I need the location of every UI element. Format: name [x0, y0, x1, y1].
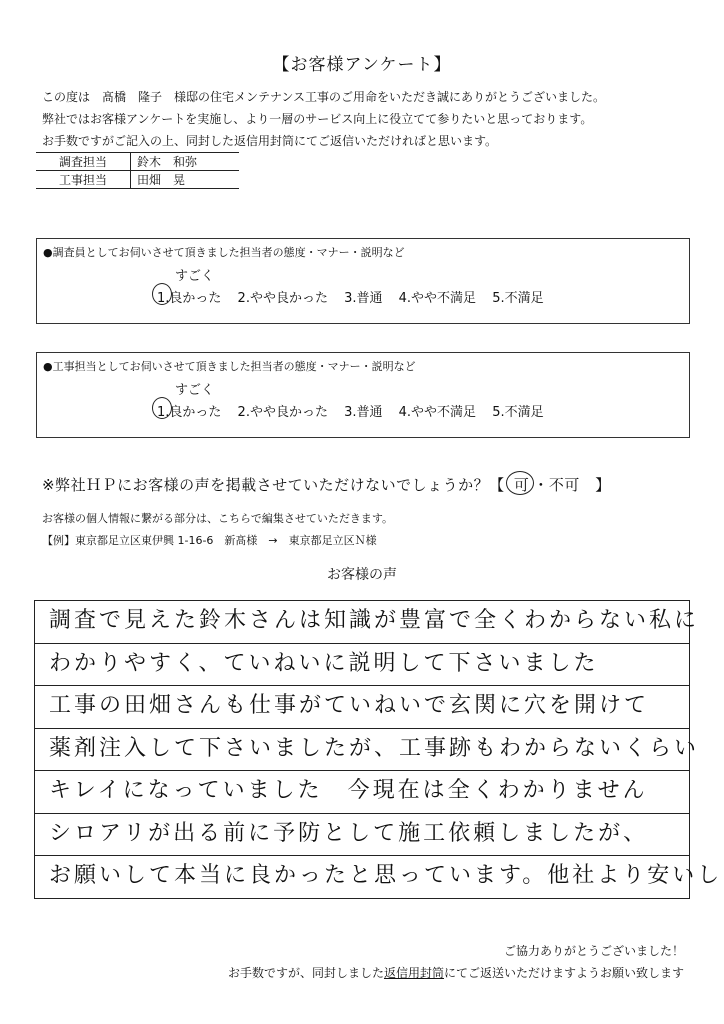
customer-voice-box — [34, 600, 723, 899]
staff-row — [36, 171, 239, 189]
staff-role: 工事担当 — [36, 171, 131, 189]
option-4[interactable]: 4.やや不満足 — [398, 291, 477, 306]
option-2[interactable]: 2.やや良かった — [237, 405, 328, 420]
option-5[interactable]: 5.不満足 — [492, 405, 544, 420]
closing-message — [228, 964, 684, 981]
voice-title: お客様の声 — [327, 567, 397, 583]
hp-close-bracket: 】 — [595, 476, 611, 494]
closing-text-after: にてご返送いただけますようお願い致します — [443, 966, 684, 980]
handwritten-note: すごく — [175, 383, 215, 398]
staff-role: 調査担当 — [36, 153, 131, 171]
voice-line: シロアリが出る前に予防として施工依頼しましたが、 — [35, 814, 689, 857]
staff-name: 鈴木 和弥 — [131, 153, 240, 171]
rating-options — [157, 287, 556, 306]
closing-text-envelope: 返信用封筒 — [383, 966, 444, 980]
handwritten-note: すごく — [175, 269, 215, 284]
option-2[interactable]: 2.やや良かった — [237, 291, 328, 306]
intro-line-1: この度は 髙橋 隆子 様邸の住宅メンテナンス工事のご用命をいただき誠にありがとうございました。 — [42, 90, 606, 104]
question-text: ●工事担当としてお伺いさせて頂きました担当者の態度・マナー・説明など — [43, 360, 416, 373]
option-1[interactable]: 1.良かった — [157, 405, 222, 420]
option-3[interactable]: 3.普通 — [344, 291, 383, 306]
privacy-note: お客様の個人情報に繋がる部分は、こちらで編集させていただきます。 — [42, 512, 394, 525]
question-box-survey-staff — [36, 238, 690, 324]
hp-option-no[interactable]: 不可 — [548, 476, 580, 494]
privacy-example: 【例】東京都足立区東伊興 1-16-6 新髙様 → 東京都足立区Ｎ様 — [42, 534, 377, 547]
option-4[interactable]: 4.やや不満足 — [398, 405, 477, 420]
staff-table — [36, 152, 239, 189]
question-text: ●調査員としてお伺いさせて頂きました担当者の態度・マナー・説明など — [43, 246, 405, 259]
option-5[interactable]: 5.不満足 — [492, 291, 544, 306]
voice-line: キレイになっていました 今現在は全くわかりません — [35, 771, 689, 814]
hp-question-text: ※弊社ＨＰにお客様の声を掲載させていただけないでしょうか？【 — [42, 476, 505, 494]
option-1[interactable]: 1.良かった — [157, 291, 222, 306]
voice-line: 薬剤注入して下さいましたが、工事跡もわからないくらい — [35, 729, 689, 772]
staff-row — [36, 153, 239, 171]
closing-text-before: お手数ですが、同封しました — [227, 966, 384, 980]
hp-permission-question — [42, 474, 611, 495]
voice-line: お願いして本当に良かったと思っています。他社より安いし — [35, 856, 689, 899]
selected-circle — [506, 471, 534, 495]
staff-name: 田畑 晃 — [131, 171, 240, 189]
question-box-construction-staff — [36, 352, 690, 438]
rating-options — [157, 401, 556, 420]
option-3[interactable]: 3.普通 — [344, 405, 383, 420]
intro-line-3: お手数ですがご記入の上、同封した返信用封筒にてご返信いただければと思います。 — [42, 134, 498, 148]
voice-line: 調査で見えた鈴木さんは知識が豊富で全くわからない私に — [35, 601, 689, 644]
voice-line: 工事の田畑さんも仕事がていねいで玄関に穴を開けて — [35, 686, 689, 729]
hp-separator: ・ — [533, 476, 549, 494]
intro-line-2: 弊社ではお客様アンケートを実施し、より一層のサービス向上に役立てて参りたいと思っております。 — [42, 112, 593, 126]
hp-option-yes[interactable]: 可 — [513, 476, 530, 494]
voice-line: わかりやすく、ていねいに説明して下さいました — [35, 644, 689, 687]
survey-title: 【お客様アンケート】 — [272, 55, 452, 75]
thanks-message: ご協力ありがとうございました！ — [503, 944, 684, 958]
